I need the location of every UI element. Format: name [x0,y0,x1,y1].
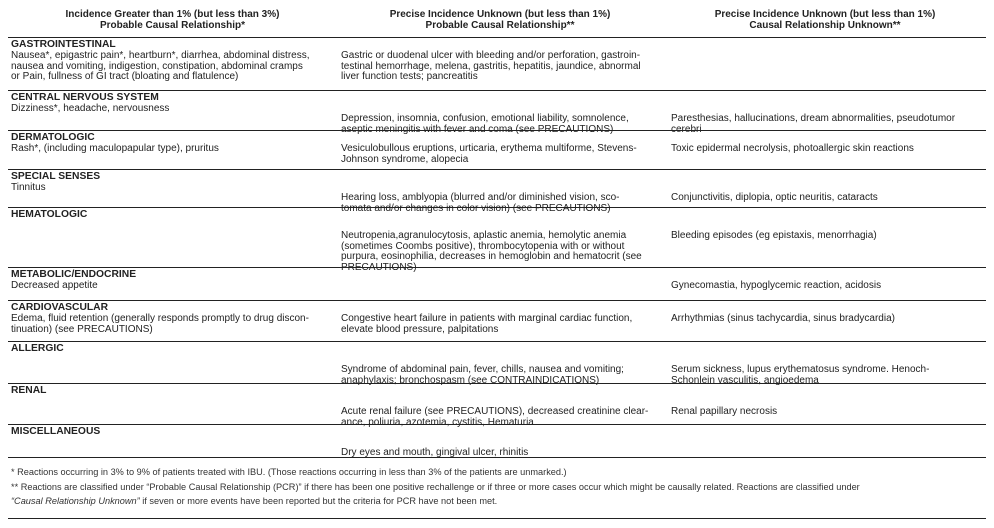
cell-col1: Decreased appetite [11,280,98,291]
cell-col2: Hearing loss, amblyopia (blurred and/or diminished vision, sco- tomata and/or changes in color vision) (see PRECAUTIONS) [341,192,620,214]
category-label: GASTROINTESTINAL [11,39,116,50]
header-line: Precise Incidence Unknown (but less than 1%) [389,9,611,20]
cell-col1: Nausea*, epigastric pain*, heartburn*, diarrhea, abdominal distress, nausea and vomiting, indigestion, constipation, abdominal cramps or Pain, fullness of GI tract (bloating and flatulence) [11,50,310,83]
category-label: SPECIAL SENSES [11,171,101,182]
cell-col3: Paresthesias, hallucinations, dream abnormalities, pseudotumor cerebri [671,113,956,135]
header-line: Precise Incidence Unknown (but less than 1%) [714,9,936,20]
cell-col1: Tinnitus [11,182,46,193]
cell-col2: Neutropenia,agranulocytosis, aplastic anemia, hemolytic anemia (sometimes Coombs positive), thrombocytopenia with or without purpura, eosinophilia, decreases in hemoglobin and hematocrit (see PRECAUTIONS) [341,230,642,273]
cell-col2: Syndrome of abdominal pain, fever, chills, nausea and vomiting; anaphylaxis; bronchospasm (see CONTRAINDICATIONS) [341,364,624,386]
cell-col3: Conjunctivitis, diplopia, optic neuritis, cataracts [671,192,878,203]
category-label: CENTRAL NERVOUS SYSTEM [11,92,159,103]
cell-col3: Renal papillary necrosis [671,406,778,417]
category-label: METABOLIC/ENDOCRINE [11,269,137,280]
cell-col3: Bleeding episodes (eg epistaxis, menorrhagia) [671,230,877,241]
category-label: ALLERGIC [11,343,64,354]
category-label: DERMATOLOGIC [11,132,95,143]
category-label: CARDIOVASCULAR [11,302,109,313]
cell-col2: Congestive heart failure in patients with marginal cardiac function, elevate blood pressure, palpitations [341,313,633,335]
cell-col1: Edema, fluid retention (generally responds promptly to drug discon- tinuation) (see PRECAUTIONS) [11,313,309,335]
header-line: Incidence Greater than 1% (but less than 3%) [65,9,280,20]
footnote-text: ** Reactions are classified under “Probable Causal Relationship (PCR)” if there has been one positive rechallenge or if three or more cases occur which might be causally related. Reactions are classified under [11,481,860,492]
cell-col1: Rash*, (including maculopapular type), pruritus [11,143,219,154]
divider [8,300,986,301]
header-line: Probable Causal Relationship* [99,20,246,31]
divider [8,518,986,519]
divider [8,37,986,38]
cell-col2: Gastric or duodenal ulcer with bleeding and/or perforation, gastroin- testinal hemorrhage, melena, gastritis, hepatitis, jaundice, abnormal liver function tests; pancreatitis [341,50,641,83]
footnote-double-asterisk [11,480,986,509]
column-header-2 [330,9,670,31]
cell-col3: Gynecomastia, hypoglycemic reaction, acidosis [671,280,882,291]
cell-col3: Arrhythmias (sinus tachycardia, sinus bradycardia) [671,313,895,324]
divider [8,169,986,170]
footnote-single-asterisk: * Reactions occurring in 3% to 9% of patients treated with IBU. (Those reactions occurring in less than 3% of the patients are unmarked.) [11,467,567,477]
cell-col1: Dizziness*, headache, nervousness [11,103,170,114]
divider [8,90,986,91]
category-label: HEMATOLOGIC [11,209,88,220]
column-header-3 [660,9,990,31]
cell-col3: Serum sickness, lupus erythematosus syndrome. Henoch- Schonlein vasculitis, angioedema [671,364,930,386]
footnotes [11,465,986,509]
header-line: Probable Causal Relationship** [425,20,575,31]
footnote-text: if seven or more events have been reported but the criteria for PCR have not been met. [139,496,498,506]
category-label: RENAL [11,385,47,396]
cell-col2: Acute renal failure (see PRECAUTIONS), decreased creatinine clear- ance, poliuria, azotemia, cystitis, Hematuria [341,406,649,428]
cell-col2: Vesiculobullous eruptions, urticaria, erythema multiforme, Stevens- Johnson syndrome, alopecia [341,143,637,165]
divider [8,341,986,342]
cell-col3: Toxic epidermal necrolysis, photoallergic skin reactions [671,143,914,154]
header-line: Causal Relationship Unknown** [749,20,901,31]
column-header-1 [10,9,335,31]
cell-col2: Depression, insomnia, confusion, emotional liability, somnolence, aseptic meningitis with fever and coma (see PRECAUTIONS) [341,113,629,135]
cell-col2: Dry eyes and mouth, gingival ulcer, rhinitis [341,447,529,458]
category-label: MISCELLANEOUS [11,426,101,437]
footnote-italic-term: “Causal Relationship Unknown” [11,496,140,506]
